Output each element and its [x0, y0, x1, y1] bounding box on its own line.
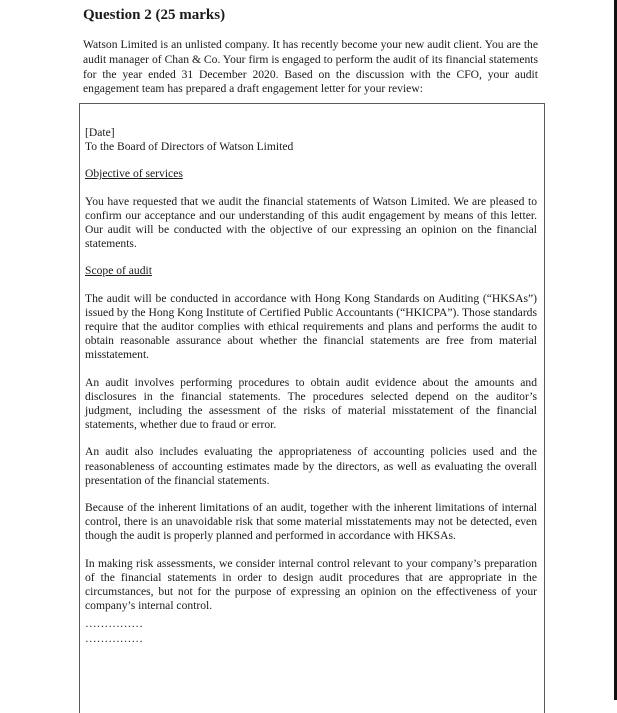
scope-paragraph-3: An audit also includes evaluating the appropriateness of accounting policies used and the reasonableness of accounting estimates made by the directors, as well as evaluating the overall presentation of the financial statements.: [85, 445, 537, 487]
scope-paragraph-5: In making risk assessments, we consider internal control relevant to your company’s preparation of the financial statements in order to design audit procedures that are appropriate in the circumstances, but not for the purpose of expressing an opinion on the effectiveness of your company’s internal control.: [85, 556, 537, 613]
letter-date: [Date]: [85, 126, 115, 139]
objective-paragraph: You have requested that we audit the financial statements of Watson Limited. We are pleased to confirm our acceptance and our understanding of this audit engagement by means of this letter. Our audit will be conducted with the objective of our expressing an opinion on the financial statements.: [85, 194, 537, 251]
scope-paragraph-1: The audit will be conducted in accordance with Hong Kong Standards on Auditing (“HKSAs”) issued by the Hong Kong Institute of Certified Public Accountants (“HKICPA”). Those standards require that the auditor complies with ethical requirements and plans and performs the audit to obtain reasonable assurance about whether the financial statements are free from material misstatement.: [85, 291, 537, 362]
letter-addressee: To the Board of Directors of Watson Limited: [85, 140, 294, 154]
engagement-letter-box: [79, 103, 545, 713]
scope-paragraph-2: An audit involves performing procedures to obtain audit evidence about the amounts and disclosures in the financial statements. The procedures selected depend on the auditor’s judgment, including the assessment of the risks of material misstatement of the financial statements, whether due to fraud or error.: [85, 375, 537, 432]
engagement-letter-content: [85, 126, 537, 646]
scope-paragraph-4: Because of the inherent limitations of an audit, together with the inherent limitations of internal control, there is an unavoidable risk that some material misstatements may not be detected, even though the audit is properly planned and performed in accordance with HKSAs.: [85, 501, 537, 543]
question-intro: Watson Limited is an unlisted company. It has recently become your new audit client. You are the audit manager of Chan & Co. Your firm is engaged to perform the audit of its financial statements for the year ended 31 December 2020. Based on the discussion with the CFO, your audit engagement team has prepared a draft engagement letter for your review:: [83, 38, 538, 96]
ellipsis-line-2: ……………: [85, 631, 143, 645]
scope-heading: Scope of audit: [85, 264, 152, 278]
question-title: Question 2 (25 marks): [83, 7, 226, 23]
objective-heading: Objective of services: [85, 167, 183, 181]
ellipsis-line-1: ……………: [85, 617, 143, 631]
